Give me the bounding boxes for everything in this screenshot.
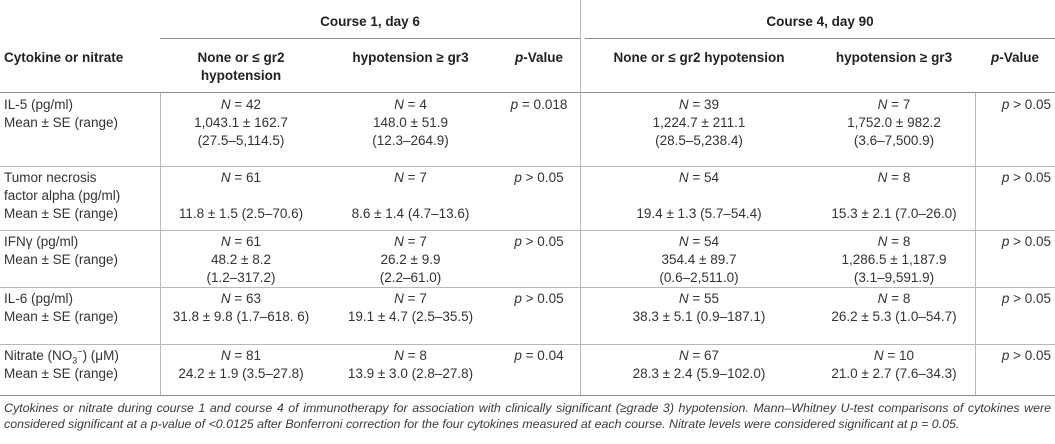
- n-count: [322, 290, 499, 308]
- row-label-line: Mean ± SE (range): [4, 309, 118, 324]
- p-value: > 0.05: [521, 234, 564, 249]
- n-count: [160, 169, 322, 187]
- n-symbol: N: [873, 348, 884, 363]
- value-line: 24.2 ± 1.9 (3.5–27.8): [178, 366, 304, 381]
- p-symbol: p: [1001, 348, 1010, 363]
- row-divider: [0, 287, 1055, 288]
- n-equals: =: [887, 234, 903, 249]
- spacer: [585, 187, 813, 205]
- p-symbol: p: [514, 291, 522, 306]
- value-line: 1,286.5 ± 1,187.9: [841, 252, 947, 267]
- formula-close: ) (μM): [82, 348, 119, 363]
- p-value-cell: [499, 169, 579, 187]
- n-symbol: N: [394, 234, 404, 249]
- value-line: 48.2 ± 8.2: [211, 252, 271, 267]
- n-equals: =: [403, 234, 420, 249]
- row-label: [4, 96, 118, 132]
- p-value: = 0.04: [521, 348, 564, 363]
- row-label: [4, 233, 118, 269]
- p-value: > 0.05: [1009, 348, 1051, 363]
- p-value: > 0.05: [1009, 234, 1051, 249]
- row-label-line: Mean ± SE (range): [4, 252, 118, 267]
- p-value-cell: [499, 233, 579, 251]
- n-equals: =: [230, 170, 247, 185]
- value-cell: [585, 169, 813, 223]
- n-equals: =: [230, 234, 247, 249]
- n-count: [160, 233, 322, 251]
- p-value: > 0.05: [1009, 291, 1051, 306]
- n-symbol: N: [394, 97, 404, 112]
- p-symbol: p: [1001, 234, 1010, 249]
- n-count: [322, 169, 499, 187]
- p-value-cell: [499, 290, 579, 308]
- col-header-p2-italic: p: [990, 50, 1000, 65]
- row-label-line: IL-5 (pg/ml): [4, 97, 74, 112]
- n-equals: =: [688, 97, 705, 112]
- n-value: 10: [899, 348, 915, 363]
- n-equals: =: [230, 348, 247, 363]
- row-label-line: Tumor necrosis: [4, 170, 97, 185]
- n-equals: =: [403, 170, 420, 185]
- group-header-course1: Course 1, day 6: [320, 14, 420, 29]
- value-line: 19.4 ± 1.3 (5.7–54.4): [636, 206, 762, 221]
- row-label-line: [4, 347, 119, 365]
- n-equals: =: [403, 291, 420, 306]
- value-line: 38.3 ± 5.1 (0.9–187.1): [632, 309, 766, 324]
- n-count: [322, 347, 499, 365]
- value-line: 26.2 ± 5.3 (1.0–54.7): [831, 309, 957, 324]
- n-equals: =: [883, 348, 900, 363]
- n-symbol: N: [220, 348, 231, 363]
- value-line: 19.1 ± 4.7 (2.5–35.5): [347, 309, 474, 324]
- n-symbol: N: [394, 291, 404, 306]
- p-symbol: p: [1001, 291, 1010, 306]
- p-symbol: p: [514, 234, 522, 249]
- col-header-p1: [499, 49, 579, 67]
- col-header-c2: hypotension ≥ gr3: [352, 50, 469, 65]
- value-cell: [813, 96, 975, 150]
- n-equals: =: [887, 97, 903, 112]
- col-header-c4: None or ≤ gr2 hypotension: [613, 50, 785, 65]
- n-value: 7: [419, 234, 427, 249]
- n-count: [813, 96, 975, 114]
- value-cell: [322, 169, 499, 223]
- col-header-c1-line2: hypotension: [200, 68, 282, 83]
- table-caption: Cytokines or nitrate during course 1 and course 4 of immunotherapy for association with clinically significant (≥grade 3) hypotension. Mann–Whitney U-test comparisons of cytokines were considered significant at a p-value of <0.0125 after Bonferroni correction for the four cytokines measured at each course. Nitrate levels were considered significant at p = 0.05.: [4, 401, 1051, 432]
- n-equals: =: [403, 97, 420, 112]
- n-count: [160, 347, 322, 365]
- n-symbol: N: [394, 170, 404, 185]
- n-equals: =: [230, 97, 247, 112]
- p-value-cell: [499, 347, 579, 365]
- header-rule: [0, 92, 1055, 93]
- n-equals: =: [688, 170, 705, 185]
- row-label: [4, 290, 118, 326]
- value-line: 11.8 ± 1.5 (2.5–70.6): [178, 206, 304, 221]
- p-value-cell: [975, 96, 1051, 114]
- value-cell: [813, 290, 975, 326]
- n-value: 8: [902, 234, 911, 249]
- value-line: 354.4 ± 89.7: [661, 252, 737, 267]
- n-equals: =: [688, 291, 705, 306]
- n-value: 7: [419, 291, 427, 306]
- n-count: [585, 347, 813, 365]
- p-value: > 0.05: [521, 170, 564, 185]
- row-label-line: IFNγ (pg/ml): [4, 234, 79, 249]
- formula-sub: 3: [72, 355, 78, 366]
- value-cell: [160, 347, 322, 383]
- spacer: [813, 187, 975, 205]
- p-symbol: p: [514, 170, 522, 185]
- n-count: [322, 233, 499, 251]
- n-value: 7: [902, 97, 911, 112]
- value-line: (28.5–5,238.4): [655, 133, 743, 148]
- n-symbol: N: [220, 291, 231, 306]
- col-header-p2-rest: -Value: [999, 50, 1040, 65]
- value-line: 1,752.0 ± 982.2: [847, 115, 941, 130]
- col-separator-2: [580, 0, 581, 395]
- spacer: [160, 187, 322, 205]
- formula-open: (NO: [47, 348, 73, 363]
- value-cell: [160, 290, 322, 326]
- n-value: 61: [246, 234, 262, 249]
- value-line: 15.3 ± 2.1 (7.0–26.0): [831, 206, 957, 221]
- n-symbol: N: [678, 170, 689, 185]
- formula-sup: −: [77, 346, 83, 357]
- n-value: 8: [902, 291, 911, 306]
- n-count: [813, 169, 975, 187]
- value-line: (1.2–317.2): [206, 270, 276, 285]
- n-count: [585, 169, 813, 187]
- value-line: 13.9 ± 3.0 (2.8–27.8): [347, 366, 474, 381]
- n-equals: =: [403, 348, 420, 363]
- value-line: 31.8 ± 9.8 (1.7–618. 6): [172, 309, 310, 324]
- value-line: 28.3 ± 2.4 (5.9–102.0): [632, 366, 766, 381]
- col-header-c1: [160, 49, 322, 85]
- p-value: > 0.05: [521, 291, 564, 306]
- table-bottom-rule: [0, 395, 1055, 396]
- value-line: (2.2–61.0): [379, 270, 442, 285]
- n-symbol: N: [877, 97, 888, 112]
- n-count: [585, 233, 813, 251]
- n-symbol: N: [877, 291, 888, 306]
- value-line: (0.6–2,511.0): [659, 270, 739, 285]
- n-equals: =: [688, 348, 705, 363]
- row-label-text: Nitrate: [4, 348, 44, 363]
- n-value: 42: [246, 97, 262, 112]
- p-value: > 0.05: [1009, 170, 1051, 185]
- col-header-p2: [975, 49, 1055, 67]
- n-equals: =: [688, 234, 705, 249]
- n-count: [160, 290, 322, 308]
- p-value-cell: [499, 96, 579, 114]
- col-header-p1-rest: -Value: [523, 50, 564, 65]
- p-symbol: p: [1001, 170, 1010, 185]
- n-value: 54: [704, 170, 720, 185]
- group-header-course4: Course 4, day 90: [766, 14, 874, 29]
- value-cell: [813, 347, 975, 383]
- value-line: (27.5–5,114.5): [197, 133, 285, 148]
- n-value: 63: [246, 291, 262, 306]
- value-cell: [322, 96, 499, 150]
- value-line: (3.6–7,500.9): [853, 133, 935, 148]
- value-line: 1,043.1 ± 162.7: [194, 115, 288, 130]
- n-value: 4: [419, 97, 427, 112]
- value-cell: [813, 169, 975, 223]
- p-value-cell: [975, 290, 1051, 308]
- value-cell: [585, 290, 813, 326]
- n-count: [813, 290, 975, 308]
- value-line: (3.1–9,591.9): [853, 270, 935, 285]
- row-label-line: Mean ± SE (range): [4, 115, 118, 130]
- value-cell: [585, 96, 813, 150]
- n-count: [585, 290, 813, 308]
- n-symbol: N: [220, 170, 231, 185]
- n-symbol: N: [678, 234, 689, 249]
- col-header-p1-italic: p: [514, 50, 524, 65]
- row-label-line: Mean ± SE (range): [4, 206, 118, 221]
- n-count: [813, 347, 975, 365]
- n-count: [813, 233, 975, 251]
- n-symbol: N: [877, 234, 888, 249]
- n-value: 7: [419, 170, 427, 185]
- n-symbol: N: [678, 97, 689, 112]
- spacer: [322, 187, 499, 205]
- group-rule-course1: [160, 38, 580, 39]
- p-symbol: p: [1001, 97, 1010, 112]
- value-line: 8.6 ± 1.4 (4.7–13.6): [351, 206, 470, 221]
- n-value: 67: [704, 348, 720, 363]
- row-divider: [0, 230, 1055, 231]
- n-value: 8: [419, 348, 427, 363]
- p-value-cell: [975, 169, 1051, 187]
- row-divider: [0, 344, 1055, 345]
- row-label-line: Mean ± SE (range): [4, 366, 118, 381]
- p-symbol: p: [514, 348, 522, 363]
- row-label-line: factor alpha (pg/ml): [4, 188, 121, 203]
- value-cell: [322, 347, 499, 383]
- row-divider: [0, 166, 1055, 167]
- row-header-label: Cytokine or nitrate: [4, 50, 124, 65]
- n-value: 54: [704, 234, 720, 249]
- value-cell: [160, 233, 322, 287]
- group-rule-course4: [585, 38, 1055, 39]
- p-value-cell: [975, 233, 1051, 251]
- n-symbol: N: [678, 291, 689, 306]
- value-line: 21.0 ± 2.7 (7.6–34.3): [831, 366, 957, 381]
- n-symbol: N: [678, 348, 689, 363]
- value-cell: [585, 347, 813, 383]
- n-value: 55: [704, 291, 720, 306]
- value-line: 1,224.7 ± 211.1: [652, 115, 746, 130]
- n-equals: =: [230, 291, 247, 306]
- n-symbol: N: [220, 234, 231, 249]
- row-label: [4, 169, 120, 223]
- n-count: [322, 96, 499, 114]
- p-value-cell: [975, 347, 1051, 365]
- n-symbol: N: [220, 97, 231, 112]
- value-cell: [322, 290, 499, 326]
- value-cell: [322, 233, 499, 287]
- value-cell: [585, 233, 813, 287]
- p-value: = 0.018: [518, 97, 568, 112]
- row-label-line: IL-6 (pg/ml): [4, 291, 74, 306]
- n-value: 61: [246, 170, 262, 185]
- n-symbol: N: [394, 348, 404, 363]
- n-value: 81: [246, 348, 262, 363]
- value-line: 26.2 ± 9.9: [380, 252, 441, 267]
- n-count: [160, 96, 322, 114]
- col-header-c1-line1: None or ≤ gr2: [197, 50, 285, 65]
- n-symbol: N: [877, 170, 888, 185]
- n-value: 8: [902, 170, 911, 185]
- p-symbol: p: [510, 97, 519, 112]
- value-cell: [160, 169, 322, 223]
- row-label: [4, 347, 119, 383]
- value-line: (12.3–264.9): [372, 133, 449, 148]
- n-count: [585, 96, 813, 114]
- p-value: > 0.05: [1009, 97, 1051, 112]
- value-line: 148.0 ± 51.9: [373, 115, 448, 130]
- value-cell: [813, 233, 975, 287]
- value-cell: [160, 96, 322, 150]
- n-equals: =: [887, 291, 903, 306]
- n-equals: =: [887, 170, 903, 185]
- col-header-c5: hypotension ≥ gr3: [835, 50, 953, 65]
- n-value: 39: [704, 97, 720, 112]
